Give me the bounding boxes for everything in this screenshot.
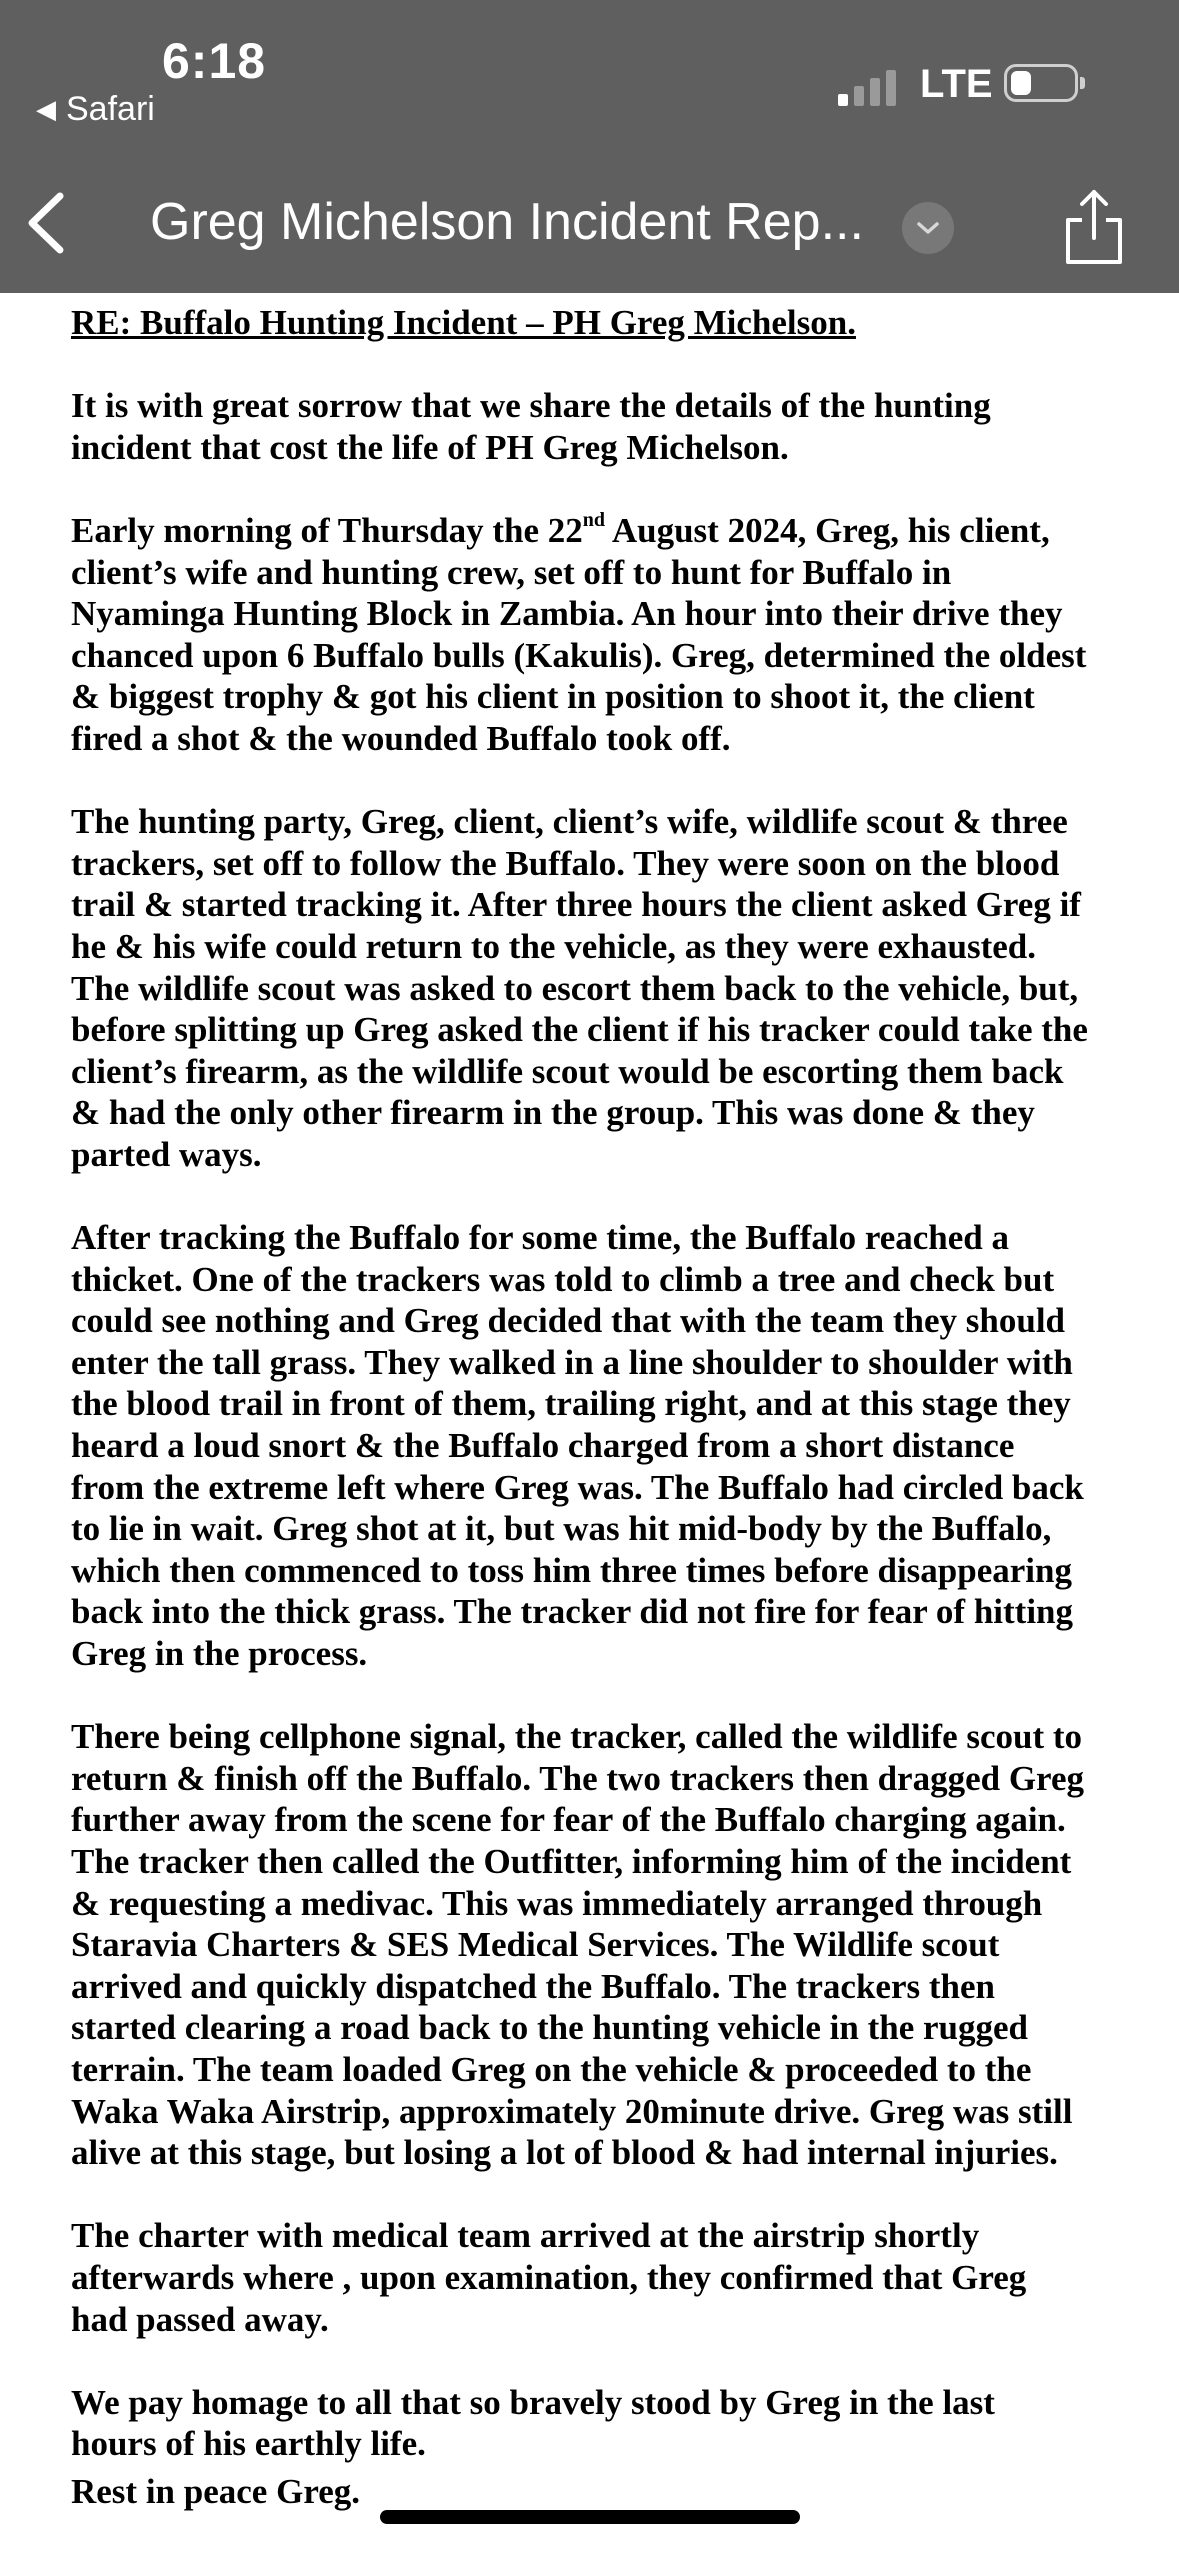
back-to-app-link[interactable] [36,90,155,129]
home-indicator[interactable] [380,2510,800,2524]
back-app-label: Safari [66,90,155,128]
battery-icon [1004,64,1078,102]
closing-line: Rest in peace Greg. [71,2471,361,2511]
paragraph-morning: Early morning of Thursday the 22nd August 2024, Greg, his client, client’s wife and hunting crew, set off to hunt for Buffalo in Nyaminga Hunting Block in Zambia. An hour into their drive they chanced upon 6 Buffalo bulls (Kakulis). Greg, determined the oldest & biggest trophy & got his client in position to shoot it, the client fired a shot & the wounded Buffalo took off. [71,508,1087,758]
safari-header [0,0,1179,293]
paragraph-aftermath: There being cellphone signal, the tracker, called the wildlife scout to return & finish off the Buffalo. The two trackers then dragged Greg further away from the scene for fear of the Buffalo charging again. The tracker then called the Outfitter, informing him of the incident & requesting a medivac. This was immediately arranged through Staravia Charters & SES Medical Services. The Wildlife scout arrived and quickly dispatched the Buffalo. The trackers then started clearing a road back to the hunting vehicle in the rugged terrain. The team loaded Greg on the vehicle & proceeded to the Waka Waka Airstrip, approximately 20minute drive. Greg was still alive at this stage, but losing a lot of blood & had internal injuries. [71,1717,1084,2173]
back-triangle-icon: ◀ [36,94,56,124]
share-icon[interactable] [1062,186,1126,266]
paragraph-intro: It is with great sorrow that we share the details of the hunting incident that cost the life of PH Greg Michelson. [71,386,991,467]
back-chevron-icon[interactable] [22,188,72,258]
document-body [71,302,1131,2512]
page-title[interactable]: Greg Michelson Incident Rep... [150,193,864,251]
document-heading: RE: Buffalo Hunting Incident – PH Greg Michelson. [71,303,856,342]
paragraph-hunting-party: The hunting party, Greg, client, client’s wife, wildlife scout & three trackers, set off to follow the Buffalo. They were soon on the blood trail & started tracking it. After three hours the client asked Greg if he & his wife could return to the vehicle, as they were exhausted. The wildlife scout was asked to escort them back to the vehicle, but, before splitting up Greg asked the client if his tracker could take the client’s firearm, as the wildlife scout would be escorting them back & had the only other firearm in the group. This was done & they parted ways. [71,802,1088,1174]
status-time: 6:18 [162,33,267,89]
paragraph-tracking: After tracking the Buffalo for some time, the Buffalo reached a thicket. One of the trackers was told to climb a tree and check but could see nothing and Greg decided that with the team they should enter the tall grass. They walked in a line shoulder to shoulder with the blood trail in front of them, trailing right, and at this stage they heard a loud snort & the Buffalo charged from a short distance from the extreme left where Greg was. The Buffalo had circled back to lie in wait. Greg shot at it, but was hit mid-body by the Buffalo, which then commenced to toss him three times before disappearing back into the thick grass. The tracker did not fire for fear of hitting Greg in the process. [71,1218,1084,1673]
paragraph-charter: The charter with medical team arrived at the airstrip shortly afterwards where , upon examination, they confirmed that Greg had passed away. [71,2216,1027,2339]
cellular-signal-icon [838,66,896,106]
paragraph-homage: We pay homage to all that so bravely stood by Greg in the last hours of his earthly life. [71,2382,995,2464]
chevron-down-icon[interactable] [902,202,954,254]
network-type: LTE [920,62,993,106]
